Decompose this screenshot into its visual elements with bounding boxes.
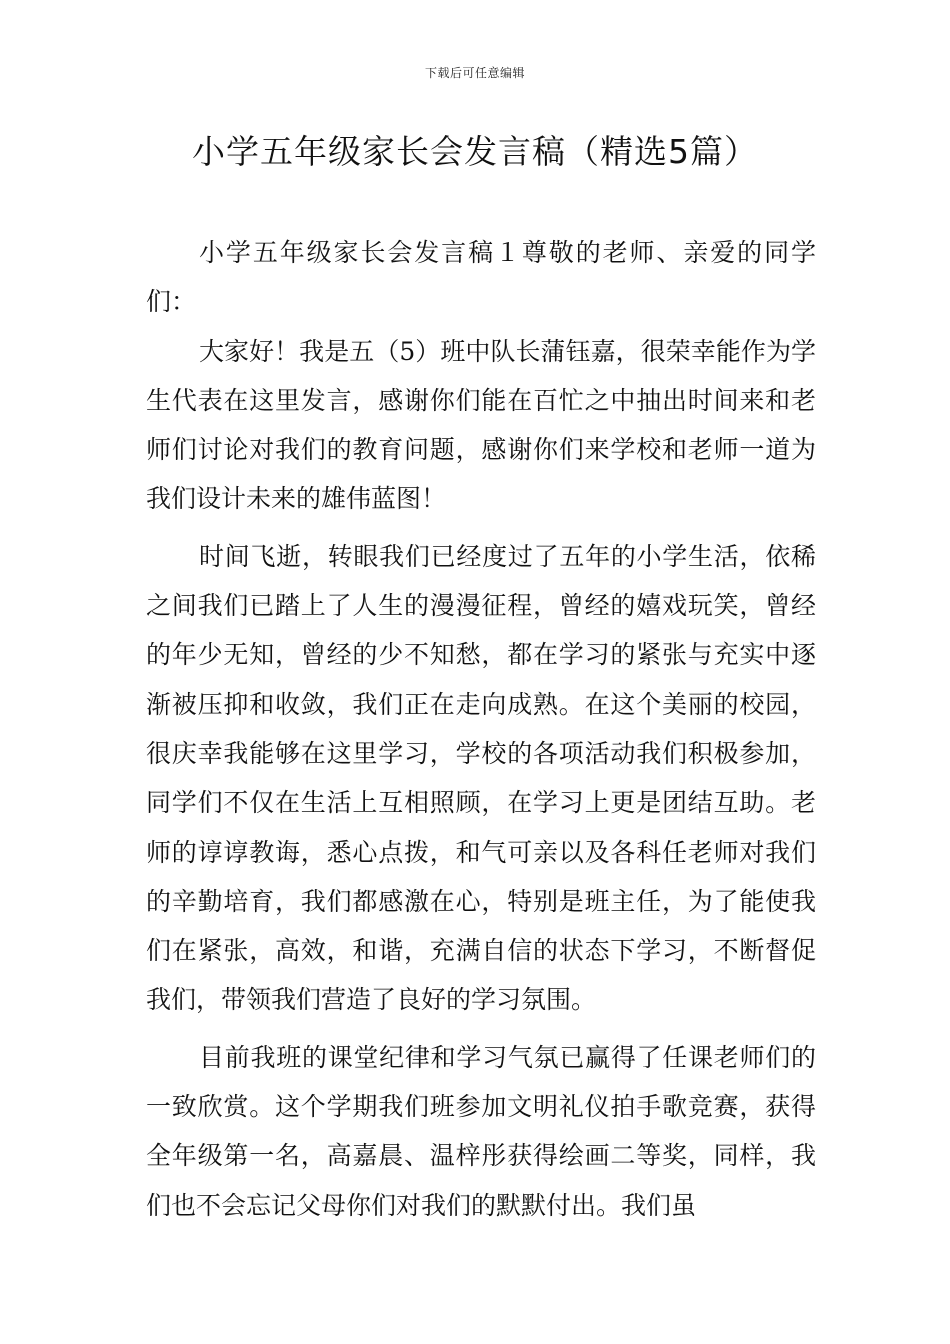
paragraph-salutation: 小学五年级家长会发言稿１尊敬的老师、亲爱的同学们： — [146, 238, 816, 317]
paragraph-greeting: 大家好！我是五（5）班中队长蒲钰嘉，很荣幸能作为学生代表在这里发言，感谢你们能在百忙之中抽出时间来和老师们讨论对我们的教育问题，感谢你们来学校和老师一道为我们设计未来的雄伟蓝图！ — [146, 336, 816, 514]
header-note: 下载后可任意编辑 — [424, 66, 525, 80]
paragraph-class-achievements: 目前我班的课堂纪律和学习气氛已赢得了任课老师们的一致欣赏。这个学期我们班参加文明礼仪拍手歌竞赛，获得全年级第一名，高嘉晨、温梓彤获得绘画二等奖，同样，我们也不会忘记父母你们对我们的默默付出。我们虽 — [146, 1042, 816, 1220]
paragraph-school-life: 时间飞逝，转眼我们已经度过了五年的小学生活，依稀之间我们已踏上了人生的漫漫征程，曾经的嬉戏玩笑，曾经的年少无知，曾经的少不知愁，都在学习的紧张与充实中逐渐被压抑和收敛，我们正在走向成熟。在这个美丽的校园，很庆幸我能够在这里学习，学校的各项活动我们积极参加，同学们不仅在生活上互相照顾，在学习上更是团结互助。老师的谆谆教诲，悉心点拨，和气可亲以及各科任老师对我们的辛勤培育，我们都感激在心，特别是班主任，为了能使我们在紧张，高效，和谐，充满自信的状态下学习，不断督促我们，带领我们营造了良好的学习氛围。 — [146, 541, 816, 1015]
document-body — [146, 228, 816, 1230]
document-title: 小学五年级家长会发言稿（精选5篇） — [192, 132, 758, 171]
